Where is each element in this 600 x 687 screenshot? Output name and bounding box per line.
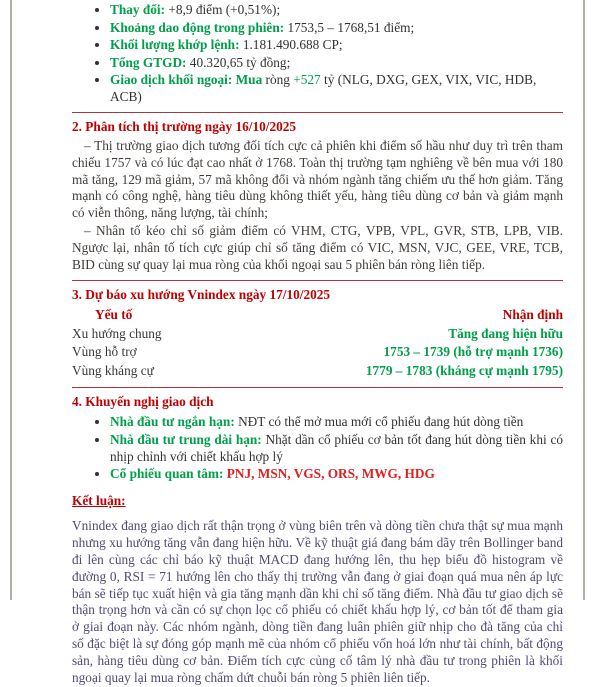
page-right-border bbox=[583, 0, 585, 600]
factor-cell: Vùng hỗ trợ bbox=[72, 344, 137, 360]
list-item bbox=[110, 431, 563, 465]
recommendation-text: Nhặt dần cổ phiếu cơ bản tốt đang hút dòng tiền khi có nhịp chỉnh với chiết khấu hợp lý bbox=[110, 431, 563, 464]
factor-cell: Vùng kháng cự bbox=[72, 362, 154, 378]
list-item bbox=[110, 19, 563, 36]
summary-value: +8,9 điểm (+0,51%); bbox=[165, 2, 281, 17]
watchlist-tickers: PNJ, MSN, VGS, ORS, MWG, HDG bbox=[223, 466, 435, 482]
table-row bbox=[72, 343, 563, 362]
assessment-cell: Tăng đang hiện hữu bbox=[448, 325, 563, 341]
recommendation-label: Cổ phiếu quan tâm: bbox=[110, 466, 224, 482]
recommendation-text: NĐT có thể mở mua mới cổ phiếu đang hút dòng tiền bbox=[234, 414, 524, 430]
assessment-cell: 1779 – 1783 (kháng cự mạnh 1795) bbox=[365, 362, 563, 378]
column-header-factor: Yếu tố bbox=[95, 307, 133, 323]
page-left-border bbox=[10, 0, 12, 600]
foreign-buy-word: Mua bbox=[232, 72, 263, 87]
forecast-header-row bbox=[72, 306, 563, 325]
assessment-cell: 1753 – 1739 (hỗ trợ mạnh 1736) bbox=[383, 344, 563, 360]
section3-heading: 3. Dự báo xu hướng Vnindex ngày 17/10/2025 bbox=[72, 287, 331, 303]
list-item bbox=[110, 413, 563, 430]
table-row bbox=[72, 325, 563, 344]
section-divider bbox=[72, 112, 563, 113]
list-item bbox=[110, 36, 563, 53]
conclusion-paragraph: Vnindex đang giao dịch rất thận trọng ở vùng biên trên và dòng tiền chưa thật sự mua mạnh nhưng xu hướng tăng vẫn đang hiện hữu. Về kỹ thuật giá đang bám dãy trên Bollinger band đi lên cùng các chỉ báo kỹ thuật MACD đang hướng lên, thu hẹp biểu đồ histogram về đường 0, RSI = 71 hướng lên cho thấy thị trường vẫn đang ở giai đoạn quá mua nên áp lực bán sẽ tiếp tục xuất hiện và gia tăng mạnh dần khi chỉ số tăng điểm. Nhà đầu tư giao dịch sẽ thận trọng hơn và cần có sự chọn lọc cổ phiếu có chiết khấu hợp lý, cơ bản tốt để tham gia ở giai đoạn này. Các nhóm ngành, dòng tiền đang luân phiên giữ nhịp cho đà tăng của chỉ số đặc biệt là sự đóng góp mạnh mẽ của nhóm cổ phiếu vốn hoá lớn như tài chính, bất động sản, hàng tiêu dùng cơ bản. Điểm tích cực củng cố tâm lý nhà đầu tư trong phiên là khối ngoại quay lại mua ròng chấm dứt chuỗi bán ròng 5 phiên liên tiếp. bbox=[72, 518, 563, 685]
recommendation-label: Nhà đầu tư ngắn hạn: bbox=[110, 414, 235, 430]
summary-label: Khoảng dao động trong phiên: bbox=[110, 19, 285, 35]
list-item bbox=[110, 71, 563, 105]
list-item bbox=[110, 54, 563, 71]
section2-paragraph-2: – Nhân tố kéo chỉ số giảm điểm có VHM, CTG, VPB, VPL, GVR, STB, LPB, VIB. Ngược lại, nhân tố tích cực giúp chỉ số tăng điểm có VIC, MSN, VJC, GEE, VRE, TCB, BID cùng sự quay lại mua ròng của khối ngoại sau 5 phiên bán ròng liên tiếp. bbox=[72, 222, 563, 272]
summary-value: ròng bbox=[262, 72, 294, 87]
foreign-net-value: +527 bbox=[293, 72, 321, 87]
summary-value: tỷ (NLG, DXG, GEX, VIX, VIC, HDB, ACB) bbox=[110, 72, 537, 104]
conclusion-heading: Kết luận: bbox=[72, 493, 126, 509]
market-summary-list bbox=[72, 1, 563, 105]
summary-label: Thay đổi: bbox=[110, 2, 166, 17]
summary-label: Giao dịch khối ngoại: bbox=[110, 72, 233, 87]
summary-label: Tổng GTGD: bbox=[110, 54, 187, 70]
list-item bbox=[110, 465, 563, 482]
factor-cell: Xu hướng chung bbox=[72, 325, 162, 341]
section2-paragraph-1: – Thị trường giao dịch tương đối tích cực cả phiên khi điểm số hầu như duy trì trên tham chiếu 1757 và có lúc đạt cao nhất ở 1768. Toàn thị trường tạm nghiêng về bên mua với 180 mã tăng, 129 mã giảm, 57 mã không đổi và nhóm ngành tăng chiếm ưu thế hơn giảm. Tăng mạnh có công nghệ, hàng tiêu dùng không thiết yếu, hàng tiêu dùng cơ bản và giảm mạnh có viễn thông, năng lượng, tài chính; bbox=[72, 138, 563, 221]
table-row bbox=[72, 362, 563, 381]
section2-heading: 2. Phân tích thị trường ngày 16/10/2025 bbox=[72, 119, 297, 134]
forecast-table bbox=[72, 306, 563, 380]
summary-label: Khối lượng khớp lệnh: bbox=[110, 37, 240, 52]
recommendation-list bbox=[72, 413, 563, 482]
section-divider bbox=[72, 387, 563, 388]
section4-heading: 4. Khuyến nghị giao dịch bbox=[72, 394, 214, 410]
list-item bbox=[110, 1, 563, 18]
recommendation-label: Nhà đầu tư trung dài hạn: bbox=[110, 431, 262, 447]
section-divider bbox=[72, 280, 563, 281]
report-content bbox=[72, 1, 563, 687]
summary-value: 40.320,65 tỷ đồng; bbox=[186, 54, 291, 70]
column-header-assessment: Nhận định bbox=[502, 307, 563, 323]
summary-value: 1.181.490.688 CP; bbox=[239, 37, 343, 52]
summary-value: 1753,5 – 1768,51 điểm; bbox=[284, 19, 415, 35]
